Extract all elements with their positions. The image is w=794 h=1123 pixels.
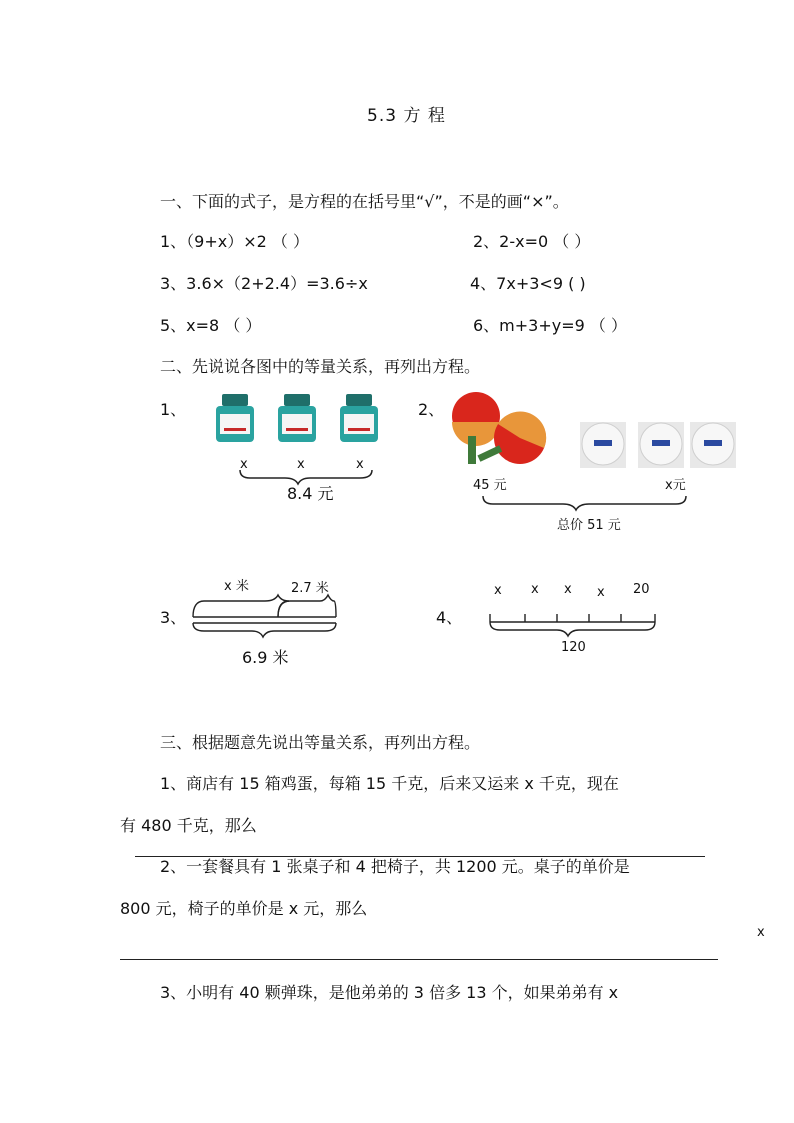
number-line-figure xyxy=(485,600,665,640)
fig1-total: 8.4 元 xyxy=(287,484,334,503)
pingpong-ball-icon xyxy=(690,422,736,468)
item-4: 4、7x+3<9 ( ) xyxy=(470,274,586,293)
item-5: 5、x=8 （ ） xyxy=(160,316,262,335)
fig4-label-4: x xyxy=(597,585,605,600)
pingpong-figure xyxy=(448,392,748,532)
fig4-label-3: x xyxy=(564,582,572,597)
ink-bottle-icon xyxy=(340,394,378,442)
item-3: 3、3.6×（2+2.4）=3.6÷x xyxy=(160,274,368,293)
item-2: 2、2-x=0 （ ） xyxy=(473,232,591,251)
fig4-label-5: 20 xyxy=(633,582,650,597)
fig3-seg1-label: x 米 xyxy=(224,579,249,594)
stray-x: x xyxy=(757,925,765,940)
fig1-label-3: x xyxy=(356,457,364,472)
fig3-total: 6.9 米 xyxy=(242,648,289,667)
fig2-left-price: 45 元 xyxy=(473,478,507,493)
q3-line1: 3、小明有 40 颗弹珠，是他弟弟的 3 倍多 13 个，如果弟弟有 x xyxy=(160,983,619,1002)
fig4-label-1: x xyxy=(494,583,502,598)
page-title: 5.3 方 程 xyxy=(367,106,446,126)
fig4-label-2: x xyxy=(531,582,539,597)
fig4-number: 4、 xyxy=(436,608,463,627)
item-6: 6、m+3+y=9 （ ） xyxy=(473,316,627,335)
item-1: 1、（9+x）×2 （ ） xyxy=(160,232,309,251)
pingpong-ball-icon xyxy=(580,422,626,468)
fig1-label-1: x xyxy=(240,457,248,472)
ink-bottle-icon xyxy=(278,394,316,442)
q1-line2: 有 480 千克，那么 xyxy=(120,816,257,835)
fig2-number: 2、 xyxy=(418,400,445,419)
fig1-label-2: x xyxy=(297,457,305,472)
q1-line1: 1、商店有 15 箱鸡蛋，每箱 15 千克，后来又运来 x 千克，现在 xyxy=(160,774,619,793)
section2-heading: 二、先说说各图中的等量关系，再列出方程。 xyxy=(160,357,481,376)
fig2-right-price: x元 xyxy=(665,478,686,493)
q2-line1: 2、一套餐具有 1 张桌子和 4 把椅子，共 1200 元。桌子的单价是 xyxy=(160,857,630,876)
section3-heading: 三、根据题意先说出等量关系，再列出方程。 xyxy=(160,733,481,752)
fig4-total: 120 xyxy=(561,640,586,655)
fig1-number: 1、 xyxy=(160,400,187,419)
fig3-number: 3、 xyxy=(160,608,187,627)
section1-heading: 一、下面的式子，是方程的在括号里“√”，不是的画“×”。 xyxy=(160,192,569,211)
fig2-brace xyxy=(483,496,686,510)
fig3-seg2-label: 2.7 米 xyxy=(291,581,329,596)
pingpong-ball-icon xyxy=(638,422,684,468)
fig2-total: 总价 51 元 xyxy=(557,518,621,533)
fig1-brace xyxy=(240,470,372,484)
q2-line2: 800 元，椅子的单价是 x 元，那么 xyxy=(120,899,368,918)
segment-figure xyxy=(190,595,350,645)
q2-answer-line[interactable] xyxy=(120,959,718,960)
ink-bottle-icon xyxy=(216,394,254,442)
